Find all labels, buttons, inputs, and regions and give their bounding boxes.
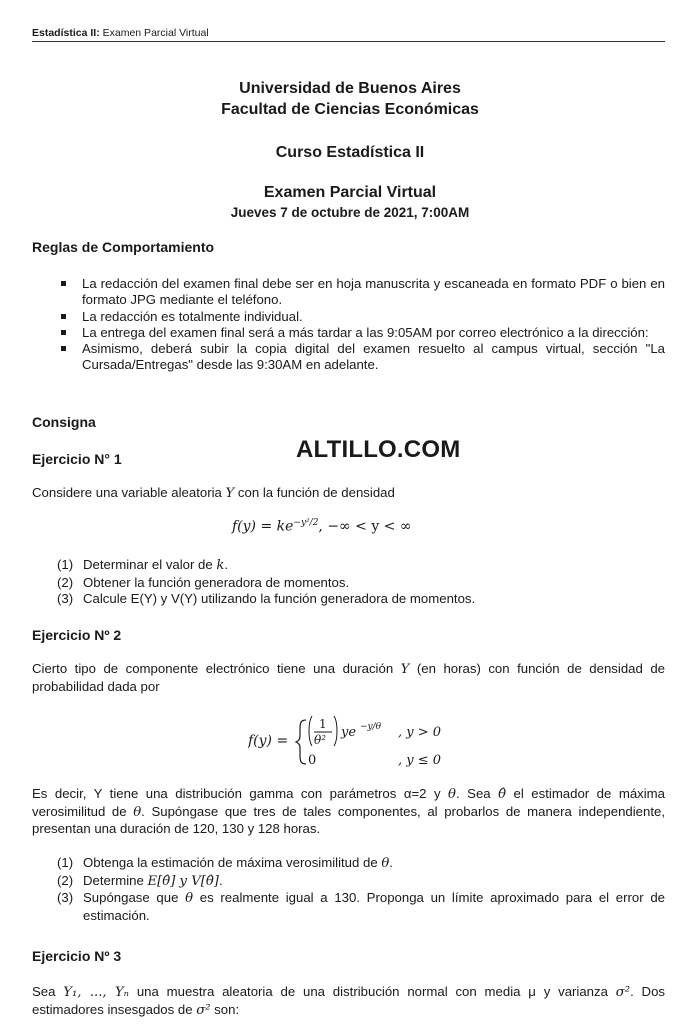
density-equation-2 xyxy=(248,712,458,772)
rule-item: Asimismo, deberá subir la copia digital del examen resuelto al campus virtual, sección "La Cursada/Entregas" desde las 9:30AM en adelante. xyxy=(60,341,665,374)
intro-text: Cierto tipo de componente electrónico tiene una duración xyxy=(32,661,401,676)
equation-lhs: f(y) = ke xyxy=(232,518,294,535)
text: Es decir, Y tiene una distribución gamma con parámetros α=2 y xyxy=(32,786,449,801)
text: el estimador de máxima verosimilitud de xyxy=(32,786,665,819)
watermark: ALTILLO.COM xyxy=(296,436,461,463)
ejercicio-1-intro xyxy=(32,485,665,503)
item-text: Calcule E(Y) y V(Y) utilizando la función generadora de momentos. xyxy=(83,591,476,606)
rule-item: La entrega del examen final será a más tardar a las 9:05AM por correo electrónico a la dirección: xyxy=(60,325,665,341)
text: . Sea xyxy=(456,786,499,801)
text: . Dos estimadores insesgados de xyxy=(32,984,666,1017)
theta: θ xyxy=(133,804,142,820)
item-tail: . xyxy=(224,557,229,572)
item-number: (2) xyxy=(57,574,74,590)
theta-hat: θ̂ xyxy=(498,787,507,802)
ejercicio-3-intro xyxy=(32,984,665,1019)
question-item xyxy=(57,855,665,873)
item-number: (1) xyxy=(57,855,74,870)
ejercicio-3-heading: Ejercicio Nº 3 xyxy=(32,948,122,964)
intro-text: (en horas) con función de densidad de probabilidad dada por xyxy=(32,661,665,694)
item-math: θ xyxy=(381,856,390,871)
item-tail: . xyxy=(218,872,223,888)
question-item xyxy=(57,591,665,608)
theta: θ xyxy=(448,787,456,802)
variable-y: Y xyxy=(400,662,410,677)
question-item xyxy=(57,575,665,592)
item-number: (3) xyxy=(57,890,74,905)
item-number: (2) xyxy=(57,872,74,888)
equation-range: , −∞ < y < ∞ xyxy=(318,518,412,535)
ejercicio-2-heading: Ejercicio Nº 2 xyxy=(32,627,122,643)
condition-nonpositive: , y ≤ 0 xyxy=(398,753,442,768)
header-course: Estadística II: xyxy=(32,27,100,39)
item-text: Supóngase que xyxy=(83,890,186,905)
left-brace xyxy=(296,720,306,764)
running-header xyxy=(32,27,665,42)
equation-expression: ye xyxy=(341,725,357,740)
intro-text: Considere una variable aleatoria xyxy=(32,485,226,500)
sigma-squared: σ² xyxy=(196,1002,211,1018)
question-item xyxy=(57,890,665,924)
fraction-numerator: 1 xyxy=(319,717,327,731)
university-title: Universidad de Buenos Aires xyxy=(239,80,461,97)
sample-variables: Y₁, ..., Yₙ xyxy=(63,985,129,1000)
consigna-heading: Consigna xyxy=(32,414,96,430)
text: . Supóngase que tres de tales componentes, al probarlos de manera independiente, presentan una duración de 120, 130 y 128 horas. xyxy=(32,803,666,836)
intro-text: con la función de densidad xyxy=(234,485,395,500)
text: son: xyxy=(210,1001,240,1017)
right-paren xyxy=(334,716,337,746)
rules-heading: Reglas de Comportamiento xyxy=(32,239,215,255)
rules-list xyxy=(60,276,665,374)
equation-exponent: −y²/2 xyxy=(293,518,319,528)
item-number: (1) xyxy=(57,557,74,572)
header-title: Examen Parcial Virtual xyxy=(102,27,209,39)
item-math: E[θ̂] y V[θ̂] xyxy=(147,873,219,889)
question-item xyxy=(57,557,665,575)
text: una muestra aleatoria de una distribución normal con media μ y varianza xyxy=(129,984,616,999)
item-number: (3) xyxy=(57,591,74,606)
equation-exponent: −y/θ xyxy=(360,722,382,732)
rule-item: La redacción del examen final debe ser en hoja manuscrita y escaneada en formato PDF o bien en formato JPG mediante el teléfono. xyxy=(60,276,665,309)
question-item xyxy=(57,873,665,891)
ejercicio-2-intro xyxy=(32,661,665,695)
fraction-denominator: θ² xyxy=(314,733,327,747)
exam-title: Examen Parcial Virtual xyxy=(263,184,437,201)
rule-item: La redacción es totalmente individual. xyxy=(60,309,665,325)
ejercicio-1-items xyxy=(57,557,665,608)
item-text: Obtenga la estimación de máxima verosimilitud de xyxy=(83,855,382,870)
item-math: θ xyxy=(185,891,194,906)
ejercicio-2-items xyxy=(57,855,665,924)
condition-positive: , y > 0 xyxy=(398,725,442,740)
text: Sea xyxy=(32,984,64,999)
faculty-title: Facultad de Ciencias Económicas xyxy=(221,101,479,118)
ejercicio-1-heading: Ejercicio N° 1 xyxy=(32,451,122,467)
item-text: Determinar el valor de xyxy=(83,557,217,572)
ejercicio-2-description xyxy=(32,786,665,838)
sigma-squared: σ² xyxy=(615,985,631,1000)
variable-y: Y xyxy=(225,486,235,501)
density-equation-1 xyxy=(232,518,412,535)
exam-date: Jueves 7 de octubre de 2021, 7:00AM xyxy=(230,205,470,220)
left-paren xyxy=(309,716,312,746)
item-variable: k xyxy=(216,558,225,573)
item-text: Determine xyxy=(83,872,148,888)
item-tail: es realmente igual a 130. Proponga un límite aproximado para el error de estimación. xyxy=(83,890,665,923)
equation-lhs: f(y) = xyxy=(248,733,289,749)
equation-zero: 0 xyxy=(308,753,317,768)
course-title: Curso Estadística II xyxy=(275,144,425,161)
item-tail: . xyxy=(389,855,393,870)
item-text: Obtener la función generadora de momentos. xyxy=(83,574,350,590)
